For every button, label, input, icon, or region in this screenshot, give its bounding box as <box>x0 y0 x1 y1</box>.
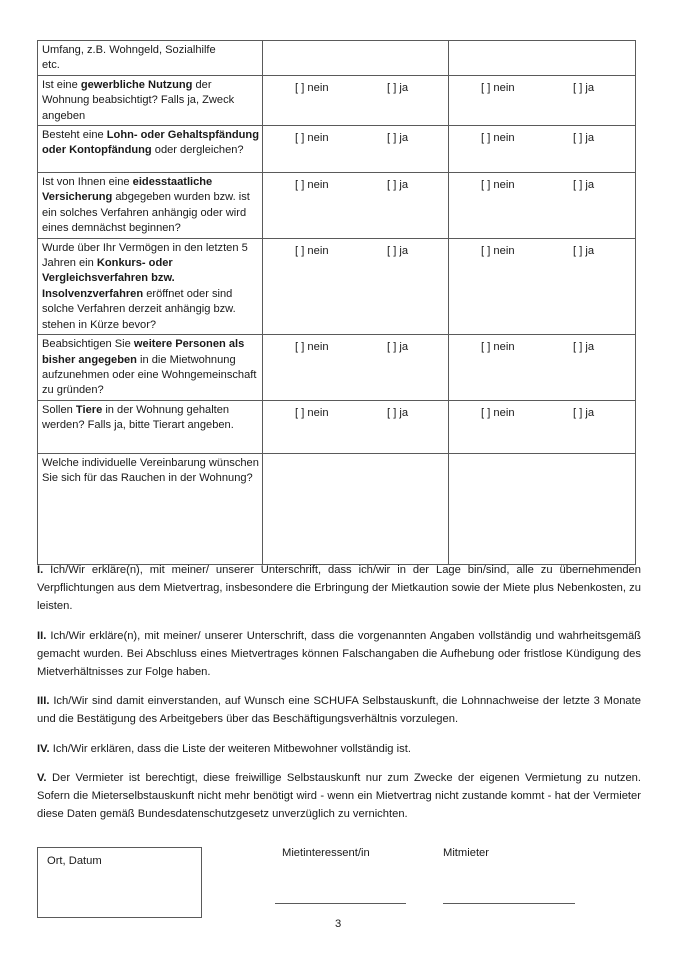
option-ja[interactable]: [ ] ja <box>387 244 409 257</box>
option-ja[interactable]: [ ] ja <box>573 406 595 419</box>
co-tenant-label: Mitmieter <box>443 847 489 859</box>
option-nein[interactable]: [ ] nein <box>295 132 329 145</box>
table-row <box>38 126 636 173</box>
option-nein[interactable]: [ ] nein <box>295 406 329 419</box>
co-tenant-answer-cell[interactable] <box>449 126 636 173</box>
option-nein[interactable]: [ ] nein <box>481 406 515 419</box>
applicant-answer-cell[interactable] <box>263 400 449 453</box>
co-tenant-answer-cell[interactable] <box>449 238 636 334</box>
place-date-box[interactable] <box>37 847 202 918</box>
co-tenant-answer-cell[interactable] <box>449 335 636 401</box>
applicant-answer-cell[interactable] <box>263 335 449 401</box>
option-ja[interactable]: [ ] ja <box>573 132 595 145</box>
question-cell: Ist von Ihnen eine eidesstaatliche Versicherung abgegeben wurden bzw. ist ein solches Verfahren anhängig oder wird eines demnächst beginnen? <box>38 173 263 239</box>
question-cell: Beabsichtigen Sie weitere Personen als bisher angegeben in die Mietwohnung aufzunehmen oder eine Wohngemeinschaft zu gründen? <box>38 335 263 401</box>
applicant-answer-cell[interactable] <box>263 75 449 125</box>
table-row <box>38 335 636 401</box>
questionnaire-table <box>37 40 636 565</box>
applicant-signature-line[interactable] <box>275 903 406 904</box>
applicant-answer-cell[interactable] <box>263 126 449 173</box>
option-nein[interactable]: [ ] nein <box>481 244 515 257</box>
co-tenant-answer-cell[interactable] <box>449 75 636 125</box>
question-cell: Welche individuelle Vereinbarung wünschen Sie sich für das Rauchen in der Wohnung? <box>38 453 263 564</box>
table-row <box>38 173 636 239</box>
question-cell: Umfang, z.B. Wohngeld, Sozialhilfe etc. <box>38 41 263 76</box>
question-cell: Ist eine gewerbliche Nutzung der Wohnung beabsichtigt? Falls ja, Zweck angeben <box>38 75 263 125</box>
table-row <box>38 238 636 334</box>
option-ja[interactable]: [ ] ja <box>387 406 409 419</box>
option-ja[interactable]: [ ] ja <box>387 81 409 94</box>
table-row <box>38 453 636 564</box>
option-nein[interactable]: [ ] nein <box>295 244 329 257</box>
applicant-answer-cell[interactable] <box>263 238 449 334</box>
declaration-paragraph: II. Ich/Wir erkläre(n), mit meiner/ unserer Unterschrift, dass die vorgenannten Angaben vollständig und wahrheitsgemäß gemacht wurden. Bei Abschluss eines Mietvertrages können Falschangaben die Aufhebung oder fristlose Kündigung des Mietverhältnisses zur Folge haben. <box>37 629 641 679</box>
co-tenant-answer-cell[interactable] <box>449 453 636 564</box>
table-row <box>38 75 636 125</box>
declaration-paragraph: I. Ich/Wir erkläre(n), mit meiner/ unserer Unterschrift, dass ich/wir in der Lage bin/sind, alle zu übernehmenden Verpflichtungen aus dem Mietvertrag, insbesondere die Erbringung der Mietkaution sowie der Miete plus Nebenkosten, zu leisten. <box>37 564 641 613</box>
option-nein[interactable]: [ ] nein <box>481 341 515 354</box>
applicant-answer-cell[interactable] <box>263 453 449 564</box>
page-number: 3 <box>335 918 342 930</box>
declaration-paragraph: III. Ich/Wir sind damit einverstanden, auf Wunsch eine SCHUFA Selbstauskunft, die Lohnnachweise der letzte 3 Monate und die Bestätigung des Arbeitgebers über das Beschäftigungsverhältnis vorzulegen. <box>37 695 641 726</box>
applicant-answer-cell[interactable] <box>263 173 449 239</box>
option-nein[interactable]: [ ] nein <box>295 179 329 192</box>
option-nein[interactable]: [ ] nein <box>295 81 329 94</box>
co-tenant-answer-cell[interactable] <box>449 173 636 239</box>
co-tenant-answer-cell[interactable] <box>449 400 636 453</box>
applicant-label: Mietinteressent/in <box>282 847 370 859</box>
option-ja[interactable]: [ ] ja <box>573 244 595 257</box>
question-cell: Besteht eine Lohn- oder Gehaltspfändung oder Kontopfändung oder dergleichen? <box>38 126 263 173</box>
table-row <box>38 400 636 453</box>
place-date-label: Ort, Datum <box>47 855 102 867</box>
option-ja[interactable]: [ ] ja <box>573 179 595 192</box>
option-nein[interactable]: [ ] nein <box>481 132 515 145</box>
option-ja[interactable]: [ ] ja <box>387 179 409 192</box>
co-tenant-answer-cell[interactable] <box>449 41 636 76</box>
declaration-paragraph: IV. Ich/Wir erklären, dass die Liste der weiteren Mitbewohner vollständig ist. <box>37 742 411 755</box>
option-nein[interactable]: [ ] nein <box>481 179 515 192</box>
option-ja[interactable]: [ ] ja <box>573 341 595 354</box>
option-ja[interactable]: [ ] ja <box>387 341 409 354</box>
question-cell: Sollen Tiere in der Wohnung gehalten werden? Falls ja, bitte Tierart angeben. <box>38 400 263 453</box>
applicant-answer-cell[interactable] <box>263 41 449 76</box>
co-tenant-signature-line[interactable] <box>443 903 575 904</box>
option-nein[interactable]: [ ] nein <box>295 341 329 354</box>
declarations <box>37 561 641 834</box>
question-cell: Wurde über Ihr Vermögen in den letzten 5 Jahren ein Konkurs- oder Vergleichsverfahren bzw. Insolvenzverfahren eröffnet oder sind solche Verfahren derzeit anhängig bzw. stehen in Kürze bevor? <box>38 238 263 334</box>
option-nein[interactable]: [ ] nein <box>481 81 515 94</box>
table-row <box>38 41 636 76</box>
option-ja[interactable]: [ ] ja <box>573 81 595 94</box>
option-ja[interactable]: [ ] ja <box>387 132 409 145</box>
declaration-paragraph: V. Der Vermieter ist berechtigt, diese freiwillige Selbstauskunft nur zum Zwecke der eigenen Vermietung zu nutzen. Sofern die Mieterselbstauskunft nicht mehr benötigt wird - wenn ein Mietvertrag nicht zustande kommt - hat der Vermieter diese Daten gemäß Bundesdatenschutzgesetz unverzüglich zu vernichten. <box>37 771 641 821</box>
